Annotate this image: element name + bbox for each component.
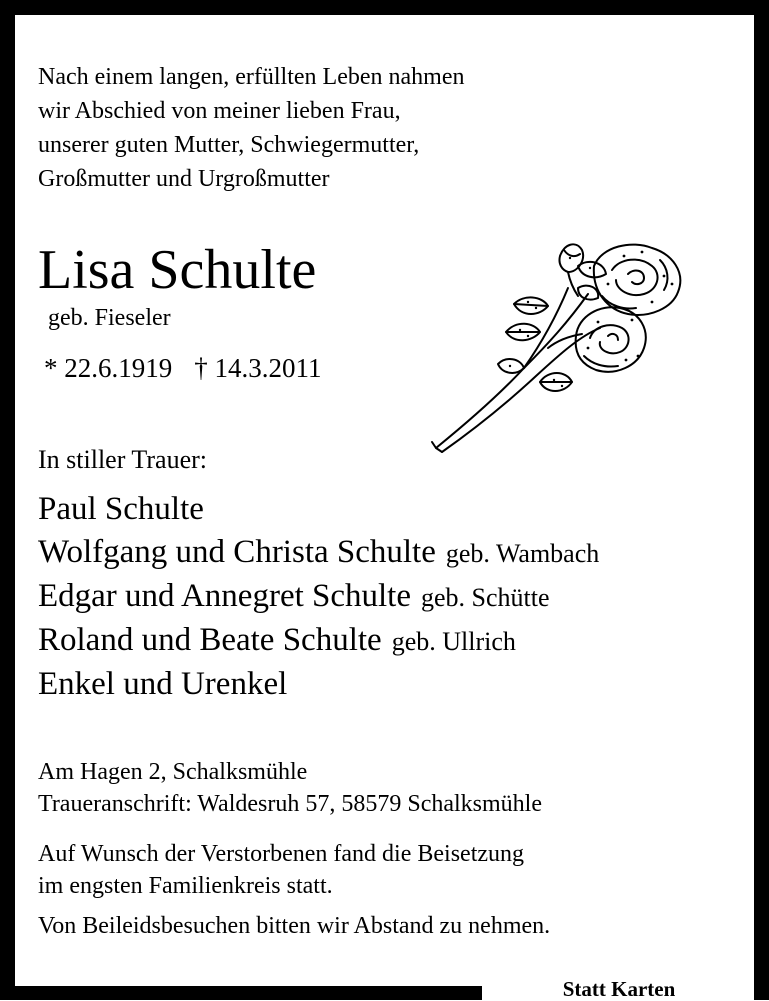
burial-note [38,838,524,902]
mourner-name: Wolfgang und Christa Schulte [38,534,436,570]
mourner-name: Edgar und Annegret Schulte [38,578,411,614]
bottom-border-right [754,986,769,1000]
mourner-entry [38,488,599,531]
birth-date: * 22.6.1919 [44,353,173,383]
death-date: † 14.3.2011 [194,353,322,383]
maiden-name: geb. Fieseler [48,305,171,331]
mourner-entry [38,663,599,706]
intro-text [38,60,464,196]
mourning-heading: In stiller Trauer: [38,445,207,474]
rose-bouquet-icon [428,236,692,462]
address-block [38,756,542,820]
intro-line: unserer guten Mutter, Schwiegermutter, [38,132,420,158]
intro-line: Großmutter und Urgroßmutter [38,166,330,192]
deceased-name: Lisa Schulte [38,239,317,301]
home-address: Am Hagen 2, Schalksmühle [38,759,308,785]
statt-karten-label: Statt Karten [562,977,676,1001]
intro-line: wir Abschied von meiner lieben Frau, [38,98,401,124]
life-dates [44,350,322,386]
mourner-name: Paul Schulte [38,491,204,527]
mourner-entry [38,619,599,663]
mourner-name: Enkel und Urenkel [38,666,288,702]
burial-note-line: im engsten Familienkreis statt. [38,873,333,899]
mourner-nee: geb. Wambach [445,539,600,568]
mourner-entry [38,531,599,575]
condolence-note: Von Beileidsbesuchen bitten wir Abstand zu nehmen. [38,913,551,939]
burial-note-line: Auf Wunsch der Verstorbenen fand die Beisetzung [38,841,525,867]
bottom-border-left [0,986,482,1000]
mourner-list [38,488,599,706]
mourner-nee: geb. Ullrich [391,627,516,656]
intro-line: Nach einem langen, erfüllten Leben nahmen [38,64,465,90]
mourner-name: Roland und Beate Schulte [38,622,382,658]
mourner-nee: geb. Schütte [421,583,550,612]
mourning-address: Traueranschrift: Waldesruh 57, 58579 Schalksmühle [38,791,542,817]
mourner-entry [38,575,599,619]
